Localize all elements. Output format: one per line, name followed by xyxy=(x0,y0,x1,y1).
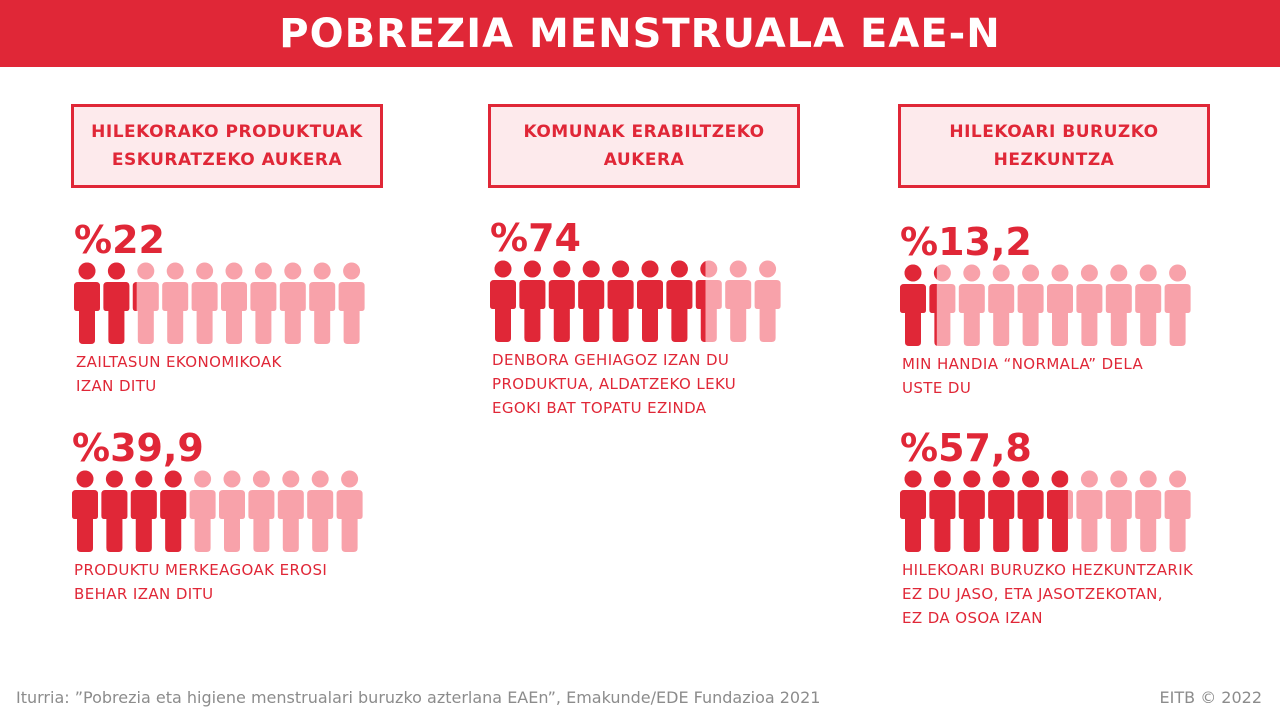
header-banner xyxy=(0,0,1280,67)
person-icon xyxy=(1018,471,1044,553)
person-icon xyxy=(988,265,1014,347)
person-icon xyxy=(278,471,304,553)
person-icon xyxy=(608,261,634,343)
stat-block xyxy=(898,220,1238,400)
person-icon xyxy=(1165,265,1191,347)
stat-value: %74 xyxy=(490,216,581,260)
stat-block xyxy=(488,216,828,417)
person-icon xyxy=(131,471,157,553)
person-icon xyxy=(74,263,100,345)
person-icon xyxy=(339,263,365,345)
stat-block xyxy=(70,426,410,606)
copyright-note: EITB © 2022 xyxy=(1159,688,1262,707)
person-icon xyxy=(133,263,159,345)
person-icon xyxy=(221,263,247,345)
stat-block xyxy=(72,218,412,398)
stat-description: ZAILTASUN EKONOMIKOAK IZAN DITU xyxy=(76,353,282,395)
person-icon xyxy=(578,261,604,343)
person-icon xyxy=(248,471,274,553)
stat-block xyxy=(898,426,1238,627)
person-icon xyxy=(988,471,1014,553)
person-icon xyxy=(337,471,363,553)
people-pictogram xyxy=(70,470,370,554)
person-icon xyxy=(1018,265,1044,347)
person-icon xyxy=(1135,265,1161,347)
person-icon xyxy=(1076,265,1102,347)
person-icon xyxy=(1076,471,1102,553)
person-icon xyxy=(219,471,245,553)
category-label: HILEKOARI BURUZKO HEZKUNTZA xyxy=(949,122,1159,170)
person-icon xyxy=(162,263,188,345)
person-icon xyxy=(490,261,516,343)
person-icon xyxy=(72,471,98,553)
category-label: KOMUNAK ERABILTZEKO AUKERA xyxy=(523,122,765,170)
person-icon xyxy=(309,263,335,345)
person-icon xyxy=(280,263,306,345)
person-icon xyxy=(755,261,781,343)
person-icon xyxy=(725,261,751,343)
category-box-products xyxy=(71,104,383,188)
person-icon xyxy=(160,471,186,553)
person-icon xyxy=(959,265,985,347)
person-icon xyxy=(103,263,129,345)
person-icon xyxy=(190,471,216,553)
person-icon xyxy=(900,471,926,553)
person-icon xyxy=(307,471,333,553)
stat-value: %13,2 xyxy=(900,220,1032,264)
source-note: Iturria: ”Pobrezia eta higiene menstrualari buruzko azterlana EAEn”, Emakunde/EDE Fundazioa 2021 xyxy=(16,688,821,707)
stat-value: %57,8 xyxy=(900,426,1032,470)
person-icon xyxy=(1135,471,1161,553)
person-icon xyxy=(192,263,218,345)
person-icon xyxy=(929,471,955,553)
person-icon xyxy=(250,263,276,345)
person-icon xyxy=(1106,265,1132,347)
stat-value: %39,9 xyxy=(72,426,204,470)
category-box-education xyxy=(898,104,1210,188)
stat-description: HILEKOARI BURUZKO HEZKUNTZARIK EZ DU JASO, ETA JASOTZEKOTAN, EZ DA OSOA IZAN xyxy=(902,561,1194,627)
page-title: POBREZIA MENSTRUALA EAE-N xyxy=(279,10,1001,57)
people-pictogram xyxy=(898,470,1198,554)
person-icon xyxy=(519,261,545,343)
person-icon xyxy=(637,261,663,343)
category-box-toilets xyxy=(488,104,800,188)
person-icon xyxy=(101,471,127,553)
person-icon xyxy=(959,471,985,553)
person-icon xyxy=(900,265,926,347)
person-icon xyxy=(666,261,692,343)
person-icon xyxy=(1106,471,1132,553)
category-label: HILEKORAKO PRODUKTUAK ESKURATZEKO AUKERA xyxy=(91,122,363,170)
person-icon xyxy=(1047,265,1073,347)
person-icon xyxy=(1165,471,1191,553)
people-pictogram xyxy=(898,264,1198,348)
people-pictogram xyxy=(72,262,372,346)
stat-description: PRODUKTU MERKEAGOAK EROSI BEHAR IZAN DITU xyxy=(74,561,328,603)
people-pictogram xyxy=(488,260,788,344)
stat-value: %22 xyxy=(74,218,165,262)
person-icon xyxy=(549,261,575,343)
stat-description: DENBORA GEHIAGOZ IZAN DU PRODUKTUA, ALDATZEKO LEKU EGOKI BAT TOPATU EZINDA xyxy=(492,351,737,417)
people-background xyxy=(900,265,1191,347)
stat-description: MIN HANDIA “NORMALA” DELA USTE DU xyxy=(902,355,1144,397)
